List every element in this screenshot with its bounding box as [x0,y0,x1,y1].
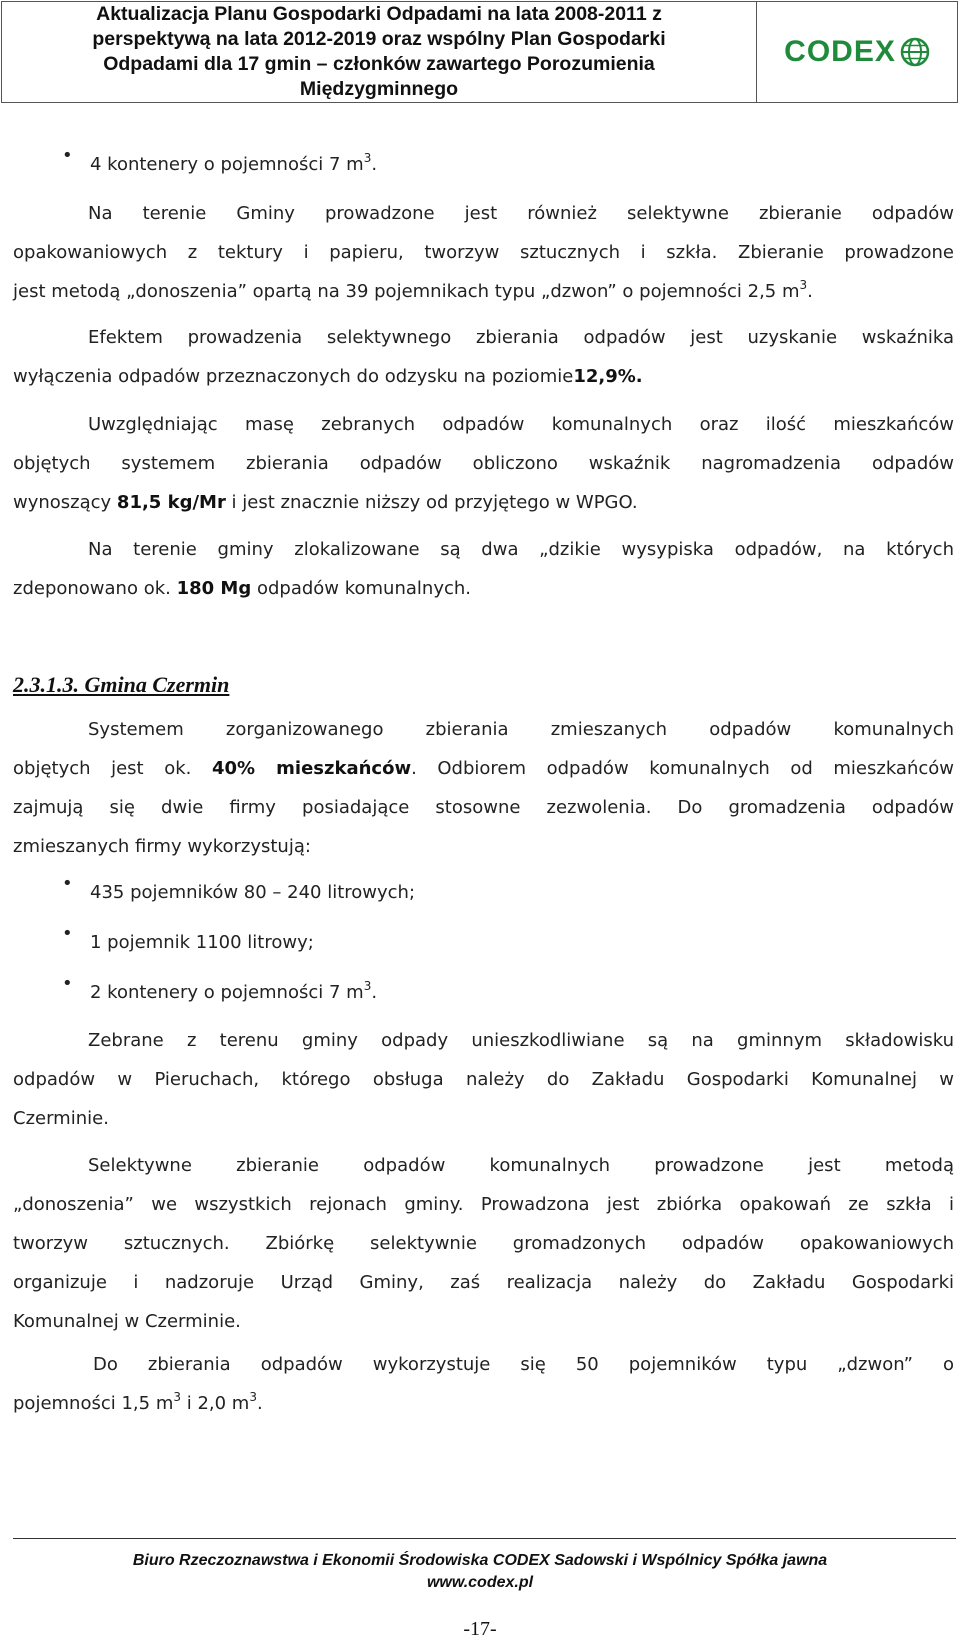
bullet-marker: • [62,873,73,894]
header-title-line: Odpadami dla 17 gmin – członków zawartego Porozumienia [103,53,655,75]
paragraph: Uwzględniając masę zebranych odpadów komunalnych oraz ilość mieszkańców objętych systemem zbierania odpadów obliczono wskaźnik nagromadzenia odpadów wynoszący 81,5 kg/Mr i jest znacznie niższy od przyjętego w WPGO. [13,414,954,513]
list-item: 4 kontenery o pojemności 7 $m^3$. [90,151,378,175]
list-item: 2 kontenery o pojemności 7 $m^3$. [90,979,378,1003]
logo-text: CODEX [784,35,896,68]
bullet-marker: • [62,923,73,944]
paragraph: Efektem prowadzenia selektywnego zbierania odpadów jest uzyskanie wskaźnika wyłączenia odpadów przeznaczonych do odzysku na poziomie12,9%. [13,327,954,387]
paragraph: Na terenie Gminy prowadzone jest również selektywne zbieranie odpadów opakowaniowych z tektury i papieru, tworzyw sztucznych i szkła. Zbieranie prowadzone jest metodą „donoszenia” opartą na 39 pojemnikach typu „dzwon” o pojemności 2,5 $m^3$. [13,203,954,302]
footer-divider [13,1538,956,1539]
header-title-line: perspektywą na lata 2012-2019 oraz wspólny Plan Gospodarki [92,28,666,50]
page-number: -17- [463,1618,497,1640]
footer-website[interactable]: www.codex.pl [426,1574,534,1591]
paragraph: Systemem zorganizowanego zbierania zmieszanych odpadów komunalnych objętych jest ok. 40% mieszkańców. Odbiorem odpadów komunalnych od mieszkańców zajmują się dwie firmy posiadające stosowne zezwolenia. Do gromadzenia odpadów zmieszanych firmy wykorzystują: [13,719,954,857]
footer-company: Biuro Rzeczoznawstwa i Ekonomii Środowiska CODEX Sadowski i Wspólnicy Spółka jawna [132,1552,828,1569]
section-heading: 2.3.1.3. Gmina Czermin [13,672,230,697]
header-title-line: Aktualizacja Planu Gospodarki Odpadami na lata 2008-2011 z [96,3,662,25]
paragraph: Selektywne zbieranie odpadów komunalnych prowadzone jest metodą „donoszenia” we wszystkich rejonach gminy. Prowadzona jest zbiórka opakowań ze szkła i tworzyw sztucznych. Zbiórkę selektywnie gromadzonych odpadów opakowaniowych organizuje i nadzoruje Urząd Gminy, zaś realizacja należy do Zakładu Gospodarki Komunalnej w Czerminie. [13,1155,954,1332]
paragraph: Do zbierania odpadów wykorzystuje się 50 pojemników typu „dzwon” o pojemności 1,5 $m^3$ i 2,0 $m^3$. [13,1354,954,1414]
list-item: 1 pojemnik 1100 litrowy; [90,932,314,953]
list-item: 435 pojemników 80 – 240 litrowych; [90,882,416,903]
bullet-marker: • [62,973,73,994]
page-header [1,1,958,103]
header-title-line: Międzygminnego [299,78,459,100]
paragraph: Zebrane z terenu gminy odpady unieszkodliwiane są na gminnym składowisku odpadów w Pieruchach, którego obsługa należy do Zakładu Gospodarki Komunalnej w Czerminie. [13,1030,954,1129]
globe-icon [900,37,930,67]
bullet-marker: • [62,145,73,166]
paragraph: Na terenie gminy zlokalizowane są dwa „dzikie wysypiska odpadów, na których zdeponowano ok. 180 Mg odpadów komunalnych. [13,539,954,599]
codex-logo [757,2,957,102]
header-title [2,2,757,102]
